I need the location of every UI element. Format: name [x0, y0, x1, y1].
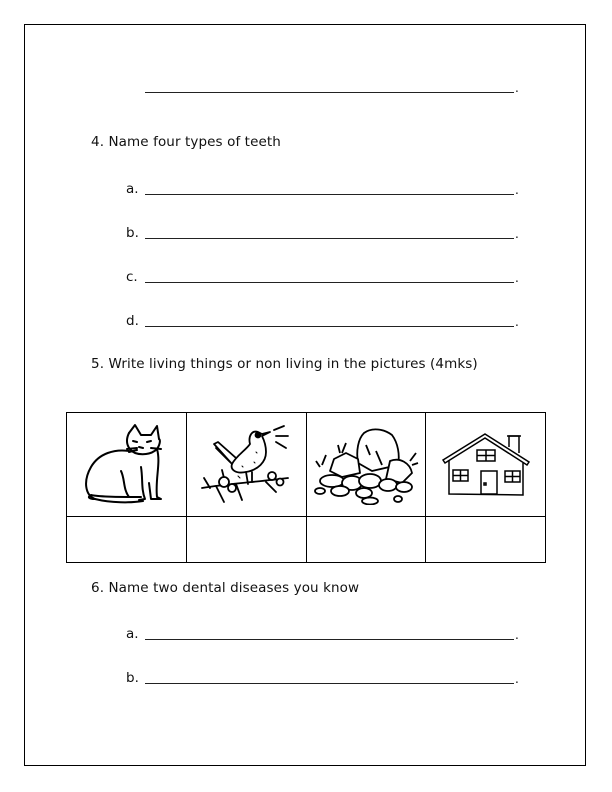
q4-answer-c[interactable] — [126, 267, 526, 285]
q4-answer-d[interactable] — [126, 311, 526, 329]
answer-letter: a. — [126, 626, 139, 642]
answer-letter: b. — [126, 225, 139, 241]
answer-line[interactable] — [145, 683, 514, 684]
answer-dot: . — [515, 183, 519, 197]
answer-line[interactable] — [145, 92, 514, 93]
answer-line[interactable] — [145, 282, 514, 283]
question-6-prompt: 6. Name two dental diseases you know — [91, 580, 360, 596]
answer-dot: . — [515, 81, 519, 95]
q6-answer-a[interactable] — [126, 624, 526, 642]
answer-dot: . — [515, 227, 519, 241]
picture-cell-bird — [186, 413, 306, 517]
answer-line[interactable] — [145, 194, 514, 195]
q4-answer-a[interactable] — [126, 179, 526, 197]
picture-cell-cat — [67, 413, 187, 517]
picture-cell-rocks — [306, 413, 426, 517]
answer-line[interactable] — [145, 238, 514, 239]
answer-dot: . — [515, 271, 519, 285]
answer-dot: . — [515, 315, 519, 329]
answer-letter: d. — [126, 313, 139, 329]
answer-line[interactable] — [145, 326, 514, 327]
question-4-prompt: 4. Name four types of teeth — [91, 134, 281, 150]
bird-icon — [196, 422, 296, 508]
answer-line[interactable] — [145, 639, 514, 640]
top-answer-line[interactable] — [126, 77, 526, 95]
answer-cell-bird[interactable] — [186, 517, 306, 563]
answer-letter: b. — [126, 670, 139, 686]
answer-letter: c. — [126, 269, 138, 285]
answer-cell-rocks[interactable] — [306, 517, 426, 563]
picture-cell-house — [426, 413, 546, 517]
pictures-table — [66, 412, 546, 563]
answer-cell-house[interactable] — [426, 517, 546, 563]
q6-answer-b[interactable] — [126, 668, 526, 686]
cat-icon — [81, 423, 171, 507]
q4-answer-b[interactable] — [126, 223, 526, 241]
question-5-prompt: 5. Write living things or non living in the pictures (4mks) — [91, 356, 478, 372]
answer-dot: . — [515, 672, 519, 686]
house-icon — [441, 432, 531, 498]
answer-cell-cat[interactable] — [67, 517, 187, 563]
answer-dot: . — [515, 628, 519, 642]
rocks-icon — [312, 425, 420, 505]
answer-letter: a. — [126, 181, 139, 197]
